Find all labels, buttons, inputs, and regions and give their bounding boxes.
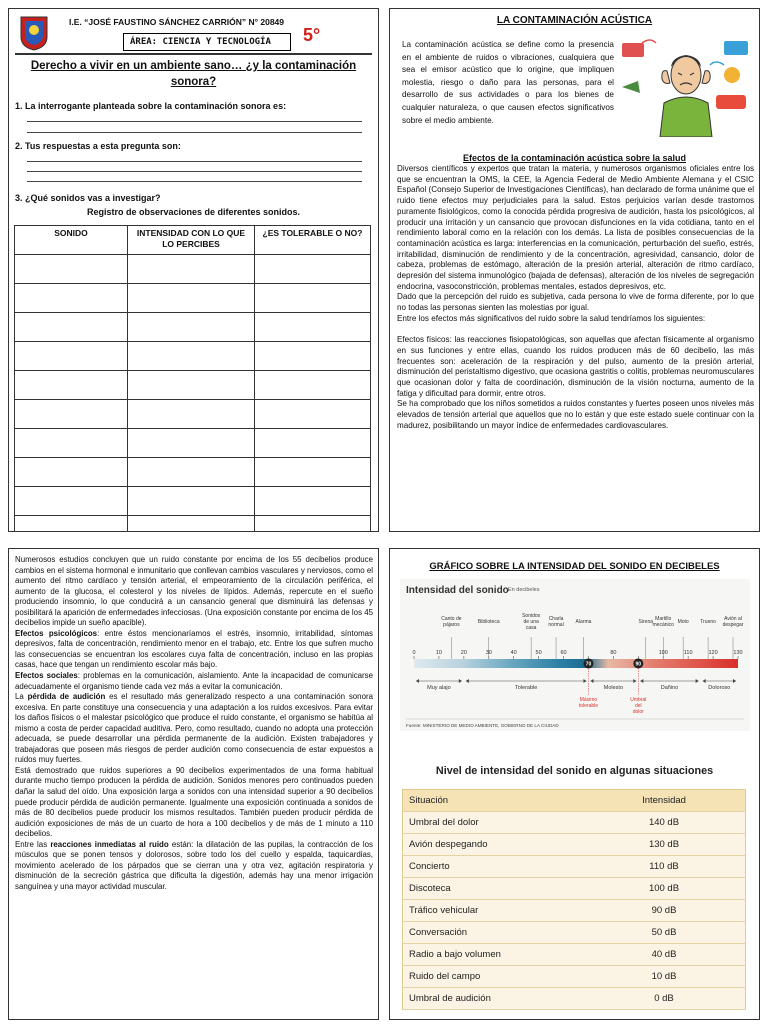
- social-label: Efectos sociales: [15, 671, 78, 681]
- school-logo-icon: [19, 15, 49, 51]
- area-label: ÁREA: CIENCIA Y TECNOLOGÍA: [123, 33, 291, 51]
- range-arrowhead: [733, 679, 736, 683]
- situation-cell: Situación: [403, 790, 584, 812]
- table-row: [15, 429, 371, 458]
- graphic-title: GRÁFICO SOBRE LA INTENSIDAD DEL SONIDO EN DECIBELES: [429, 561, 720, 572]
- marker-label: del: [634, 703, 642, 709]
- range-arrowhead: [633, 679, 636, 683]
- source-label: pájaros: [443, 622, 460, 628]
- table-row: [15, 371, 371, 400]
- marker-label: Umbral: [630, 697, 647, 703]
- noise-illustration-icon: [620, 35, 752, 137]
- source-label: Trueno: [700, 619, 716, 625]
- situations-table: [402, 789, 746, 1010]
- intensity-cell: 110 dB: [583, 856, 746, 878]
- table-row: [15, 487, 371, 516]
- chart-title: Intensidad del sonido: [406, 585, 509, 596]
- source-label: mecánico: [652, 622, 674, 628]
- answer-line[interactable]: [27, 171, 362, 172]
- source-label: Martillo: [655, 616, 672, 622]
- grade-label: 5°: [303, 25, 321, 45]
- graphic-page: [389, 548, 760, 1020]
- intensity-cell: 130 dB: [583, 834, 746, 856]
- range-arrowhead: [703, 679, 706, 683]
- range-label: Molesto: [603, 685, 624, 691]
- intensity-cell: 50 dB: [583, 922, 746, 944]
- paragraph: Entre los efectos más significativos del ruido sobre la salud tendríamos los siguientes:: [397, 313, 706, 323]
- tick-label: 0: [412, 650, 416, 656]
- table-row: [15, 313, 371, 342]
- situation-cell: Umbral del dolor: [403, 812, 584, 834]
- table-row: [403, 900, 746, 922]
- tick-label: 20: [460, 650, 467, 656]
- header-tolerable: ¿ES TOLERABLE O NO?: [255, 226, 371, 255]
- situation-cell: Umbral de audición: [403, 988, 584, 1010]
- tick-label: 30: [485, 650, 492, 656]
- intensity-cell: 90 dB: [583, 900, 746, 922]
- source-label: de una: [523, 619, 539, 625]
- table-row: [403, 966, 746, 988]
- answer-line[interactable]: [27, 121, 362, 122]
- source-label: Charla: [548, 616, 564, 622]
- paragraph: La pérdida de audición es el resultado más generalizado respecto a una contaminación sonora excesiva. En parte constituye una consecuencia y una adaptación a los ruidos excesivos. Para evitar los daños físicos o el malestar psicológico que produce el ruido constante, el organismo se habitúa al mismo a costa de perder capacidad auditiva. Pero, como resultado, cuando no adopta una protección adecuada, se puede desarrollar una pérdida permanente de la audición. Existen trabajadores y trabajadoras que poseen más riesgos de perder audición como consecuencia de estar expuestos a ruidos muy fuertes.: [15, 692, 373, 765]
- tick-label: 130: [733, 650, 743, 656]
- school-name: I.E. “JOSÉ FAUSTINO SÁNCHEZ CARRIÓN” N° 20849: [69, 17, 284, 27]
- table-row: [403, 856, 746, 878]
- header-sonido: SONIDO: [15, 226, 128, 255]
- table-row: [403, 944, 746, 966]
- source-label: normal: [548, 622, 564, 628]
- answer-line[interactable]: [27, 181, 362, 182]
- intensity-scale: [400, 579, 750, 731]
- header-divider: [15, 53, 372, 55]
- marker-label: dolor: [632, 709, 644, 715]
- intensity-cell: 0 dB: [583, 988, 746, 1010]
- paragraph: Se ha comprobado que los niños sometidos a ruidos constantes y fuertes poseen unos niveles más elevados de tensión arterial que aquellos que no lo están y que este estado suele continuar con la madurez, posibilitando un mayor índice de enfermedades cardiovasculares.: [397, 399, 754, 430]
- paragraph: Diversos científicos y expertos que tratan la materia, y numerosos organismos oficiales entre los que se encuentran la OMS, la CEE, la Agencia Federal de Medio Ambiente Alemana y el CSIC Español (Consejo Superior de Investigaciones Científicas), han declarado de forma unánime que el ruido tiene efectos muy perjudiciales para la salud. Estos perjuicios varían desde trastornos puramente fisiológicos, como la conocida pérdida progresiva de audición, hasta los psicológicos, al producir una irritación y un cansancio que provocan disfunciones en la vida cotidiana, tanto en el rendimiento laboral como en la relación con los demás. La lista de posibles consecuencias de la contaminación acústica es larga: interferencias en la comunicación, perturbación del sueño, estrés, irritabilidad, disminución de rendimiento y de la concentración, agresividad, cansancio, dolor de cabeza, problemas de estómago, alteración de la presión arterial, alteración de ritmo cardíaco, depresión del sistema inmunológico (bajada de defensas), alteración de los niveles de segregación endocrina, vasoconstricción, problemas mentales, estados depresivos, etc.: [397, 164, 754, 291]
- table-row: [15, 516, 371, 533]
- intensity-chart: [400, 579, 750, 731]
- question-2: 2. Tus respuestas a esta pregunta son:: [15, 141, 181, 151]
- answer-line[interactable]: [27, 132, 362, 133]
- source-label: Canto de: [441, 616, 462, 622]
- paragraph: Está demostrado que ruidos superiores a 90 decibelios experimentados de una forma habitual durante mucho tiempo producen la pérdida de audición. Sonidos menores pero continuados pueden dañar la salud del oído. Una exposición larga a sonidos con una intensidad superior a 90 decibelios puede producir pérdida de audición permanente. Igualmente una exposición continuada a sonidos de más de 80 decibelios puede producir los mismos resultados. También pueden producir pérdida de audición exposiciones de más de un cuarto de hora a 100 decibelios y de más de 1 minuto a 110 decibelios.: [15, 765, 373, 839]
- tick-label: 110: [683, 650, 693, 656]
- tick-label: 70: [585, 661, 592, 668]
- tick-label: 90: [635, 661, 642, 668]
- effects-title: Efectos de la contaminación acústica sobre la salud: [462, 153, 687, 163]
- table-row: [15, 342, 371, 371]
- source-label: Sonidos: [522, 613, 541, 619]
- intensity-cell: 10 dB: [583, 966, 746, 988]
- intensity-cell: 40 dB: [583, 944, 746, 966]
- situation-cell: Avión despegando: [403, 834, 584, 856]
- table-row: [15, 284, 371, 313]
- range-arrowhead: [696, 679, 699, 683]
- table-row: [403, 878, 746, 900]
- intensity-cell: Intensidad: [583, 790, 746, 812]
- reactions-label: reacciones inmediatas al ruido: [50, 839, 169, 849]
- paragraph: Entre las reacciones inmediatas al ruido están: la dilatación de las pupilas, la contracción de los músculos que se ponen tensos y dolorosos, sobre todo los del cuello y espalda, taquicardias, movimiento acelerado de los párpados que se cierran una y otra vez, agitación respiratoria y disminución de la secreción gástrica que dificulta la digestión, además hay una menor irrigación sanguínea y una mayor actividad muscular.: [15, 839, 373, 891]
- marker-label: tolerable: [578, 703, 599, 709]
- tick-label: 50: [535, 650, 542, 656]
- source-label: despegar: [722, 622, 744, 628]
- observations-table: [14, 225, 371, 532]
- article-intro: La contaminación acústica se define como la presencia en el ambiente de ruidos o vibraciones, cualquiera que sea el emisor acústico que lo origine, que impliquen molestia, riesgo o daño para las personas, para el desarrollo de sus actividades o para los bienes de cualquier naturaleza, o que causen efectos significativos sobre el medio ambiente.: [402, 40, 614, 125]
- marker-label: Máximo: [579, 697, 598, 703]
- table-row: [15, 458, 371, 487]
- scale-bar: [414, 659, 738, 668]
- paragraph: Efectos físicos: las reacciones fisiopatológicas, son aquellas que afectan físicamente al organismo en sus funciones y entre ellas, cuando los ruidos producen más de 60 decibelio, las más frecuentes son: aceleración de la respiración y del pulso, aumento de la presión arterial, disminución del peristaltismo digestivo, que ocasiona gastritis o colitis, problemas neuromusculares que ocasionan dolor y falta de coordinación, disminución de la visión nocturna, aumento de la fatiga y dificultad para dormir, entre otros.: [397, 335, 754, 398]
- source-label: Alarma: [575, 619, 592, 625]
- question-1: 1. La interrogante planteada sobre la contaminación sonora es:: [15, 101, 287, 111]
- table-row: [15, 255, 371, 284]
- worksheet-page: [8, 8, 379, 532]
- psych-label: Efectos psicológicos: [15, 628, 98, 638]
- situations-title: Nivel de intensidad del sonido en algunas situaciones: [435, 765, 714, 777]
- continued-body: [15, 555, 373, 893]
- range-label: Muy alajo: [427, 685, 451, 691]
- worksheet-title: Derecho a vivir en un ambiente sano… ¿y la contaminación sonora?: [30, 60, 357, 88]
- article-page: [389, 8, 760, 532]
- article-title: LA CONTAMINACIÓN ACÚSTICA: [496, 15, 653, 26]
- answer-line[interactable]: [27, 161, 362, 162]
- table-row: [403, 922, 746, 944]
- range-arrowhead: [466, 679, 469, 683]
- tick-label: 10: [435, 650, 442, 656]
- situation-cell: Radio a bajo volumen: [403, 944, 584, 966]
- range-arrowhead: [590, 679, 593, 683]
- paragraph: Numerosos estudios concluyen que un ruido constante por encima de los 55 decibelios produce cambios en el sistema hormonal e inmunitario que conllevan cambios vasculares y nerviosos, como el aumento del ritmo cardíaco y tensión arterial, el empeoramiento de la circulación periférica, el aumento de la glucosa, el colesterol y los niveles de lípidos. Además, repercute en el sueño produciendo insomnio, lo que conducirá a un cansancio general que disminuirá las defensas y posibilitará la aparición de enfermedades infecciosas. (Una exposición constante por encima de los 45 decibelios impide un sueño apacible).: [15, 555, 373, 628]
- tick-label: 80: [610, 650, 617, 656]
- source-label: Moto: [677, 619, 689, 625]
- table-row: [403, 988, 746, 1010]
- continued-page: [8, 548, 379, 1020]
- source-label: casa: [525, 625, 537, 631]
- situation-cell: Ruido del campo: [403, 966, 584, 988]
- question-3: 3. ¿Qué sonidos vas a investigar?: [15, 193, 161, 203]
- table-header-row: [403, 790, 746, 812]
- source-label: Biblioteca: [477, 619, 500, 625]
- chart-source: Fuente: MINISTERIO DE MEDIO AMBIENTE, GOBIERNO DE LA CIUDAD: [406, 723, 559, 728]
- source-label: Avión al: [724, 616, 742, 622]
- range-label: Tolerable: [514, 685, 538, 691]
- situation-cell: Conversación: [403, 922, 584, 944]
- intensity-cell: 100 dB: [583, 878, 746, 900]
- hearing-loss-label: pérdida de audición: [27, 692, 106, 702]
- tick-label: 120: [708, 650, 718, 656]
- table-row: [403, 834, 746, 856]
- tick-label: 40: [510, 650, 517, 656]
- intensity-cell: 140 dB: [583, 812, 746, 834]
- range-arrowhead: [459, 679, 462, 683]
- range-arrowhead: [583, 679, 586, 683]
- paragraph: Dado que la percepción del ruido es subjetiva, cada persona lo vive de forma diferente, por lo que no todas las personas sienten las molestias por igual.: [397, 292, 754, 313]
- tick-label: 60: [560, 650, 567, 656]
- range-arrowhead: [416, 679, 419, 683]
- range-label: Doloroso: [708, 685, 731, 691]
- source-label: Sirena: [638, 619, 654, 625]
- paragraph: Efectos sociales: problemas en la comunicación, aislamiento. Ante la incapacidad de comunicarse adecuadamente el organismo tiende cada vez más a evitar la comunicación.: [15, 671, 374, 691]
- situation-cell: Discoteca: [403, 878, 584, 900]
- header-intensidad: INTENSIDAD CON LO QUE LO PERCIBES: [128, 226, 255, 255]
- article-body: [397, 164, 754, 432]
- tick-label: 100: [658, 650, 668, 656]
- chart-subtitle: En decibeles: [508, 587, 540, 593]
- range-arrowhead: [640, 679, 643, 683]
- range-label: Dañino: [660, 685, 679, 691]
- table-row: [15, 400, 371, 429]
- register-title: Registro de observaciones de diferentes sonidos.: [86, 207, 301, 217]
- paragraph: Efectos psicológicos: entre éstos mencionaríamos el estrés, insomnio, irritabilidad, síntomas depresivos, falta de concentración, rendimiento menor en el trabajo, etc. Entre los que sufren mucho las consecuencias se encuentran los escolares cuya falta de concentración, incluso en las propias casas, hace que tengan un rendimiento escolar más bajo.: [15, 628, 373, 670]
- situation-cell: Concierto: [403, 856, 584, 878]
- situation-cell: Tráfico vehicular: [403, 900, 584, 922]
- table-row: [403, 812, 746, 834]
